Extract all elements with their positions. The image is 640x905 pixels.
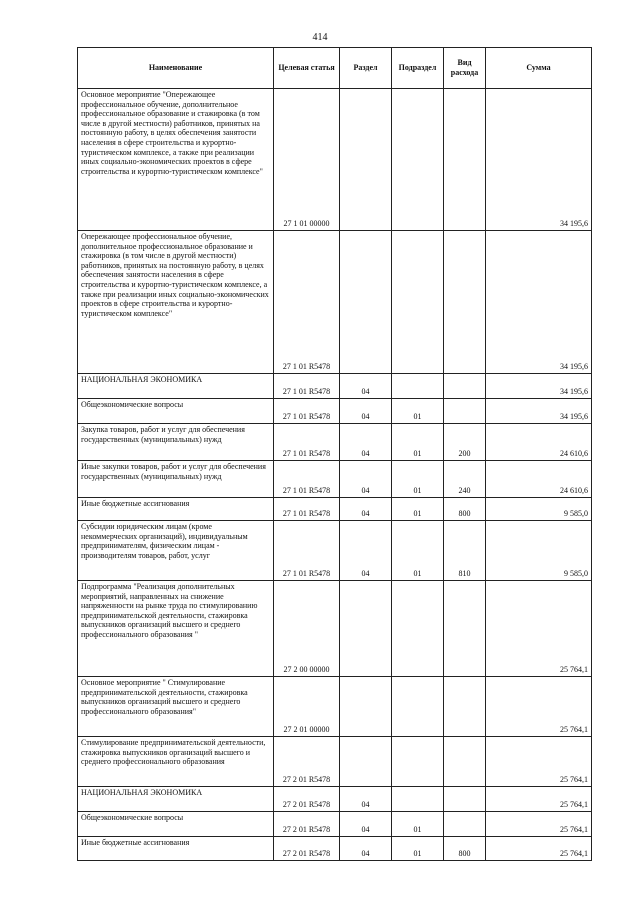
table-row	[78, 461, 592, 498]
row-name: Закупка товаров, работ и услуг для обеспечения государственных (муниципальных) нужд	[78, 424, 274, 461]
row-section: 04	[340, 461, 392, 498]
row-name: Подпрограмма "Реализация дополнительных мероприятий, направленных на снижение напряженности на рынке труда по стимулированию предпринимательской деятельности, стажировка выпускников организаций высшего и среднего профессионального образования "	[78, 581, 274, 677]
row-amount: 25 764,1	[486, 737, 592, 787]
table-row	[78, 498, 592, 521]
row-section	[340, 581, 392, 677]
row-target: 27 1 01 R5478	[274, 461, 340, 498]
row-expense-type	[444, 787, 486, 812]
table-row	[78, 837, 592, 861]
row-expense-type: 240	[444, 461, 486, 498]
header-target: Целевая статья	[274, 48, 340, 89]
row-subsection	[392, 374, 444, 399]
row-amount: 25 764,1	[486, 677, 592, 737]
row-target: 27 2 00 00000	[274, 581, 340, 677]
budget-table	[77, 47, 592, 861]
row-expense-type	[444, 581, 486, 677]
row-subsection: 01	[392, 812, 444, 837]
table-row	[78, 231, 592, 374]
row-subsection: 01	[392, 424, 444, 461]
row-amount: 9 585,0	[486, 498, 592, 521]
row-section: 04	[340, 374, 392, 399]
row-expense-type	[444, 89, 486, 231]
row-name: Основное мероприятие "Опережающее профессиональное обучение, дополнительное профессиональное образование и стажировка (в том числе в другой местности) работников, принятых на постоянную работу, в целях обеспечения занятости населения в сфере строительства и курортно-туристическом комплексе, а также при реализации иных социально-экономических проектов в сфере строительства и курортно-туристическом комплексе"	[78, 89, 274, 231]
row-amount: 25 764,1	[486, 837, 592, 861]
row-section: 04	[340, 399, 392, 424]
header-subsection: Подраздел	[392, 48, 444, 89]
row-target: 27 1 01 00000	[274, 89, 340, 231]
row-name: НАЦИОНАЛЬНАЯ ЭКОНОМИКА	[78, 787, 274, 812]
row-subsection	[392, 89, 444, 231]
row-name: Субсидии юридическим лицам (кроме некоммерческих организаций), индивидуальным предпринимателям, физическим лицам - производителям товаров, работ, услуг	[78, 521, 274, 581]
row-target: 27 1 01 R5478	[274, 498, 340, 521]
row-name: НАЦИОНАЛЬНАЯ ЭКОНОМИКА	[78, 374, 274, 399]
row-amount: 25 764,1	[486, 812, 592, 837]
row-subsection: 01	[392, 399, 444, 424]
table-body	[78, 89, 592, 861]
row-expense-type	[444, 812, 486, 837]
row-subsection	[392, 677, 444, 737]
row-name: Иные закупки товаров, работ и услуг для обеспечения государственных (муниципальных) нужд	[78, 461, 274, 498]
row-section	[340, 231, 392, 374]
row-section	[340, 89, 392, 231]
row-expense-type: 810	[444, 521, 486, 581]
table-header-row	[78, 48, 592, 89]
table-row	[78, 89, 592, 231]
row-target: 27 2 01 R5478	[274, 837, 340, 861]
row-amount: 24 610,6	[486, 424, 592, 461]
row-amount: 34 195,6	[486, 89, 592, 231]
row-section: 04	[340, 498, 392, 521]
row-section: 04	[340, 521, 392, 581]
row-target: 27 2 01 R5478	[274, 787, 340, 812]
row-target: 27 2 01 00000	[274, 677, 340, 737]
row-amount: 24 610,6	[486, 461, 592, 498]
table-row	[78, 812, 592, 837]
row-target: 27 1 01 R5478	[274, 231, 340, 374]
row-target: 27 2 01 R5478	[274, 737, 340, 787]
row-expense-type	[444, 737, 486, 787]
row-section: 04	[340, 837, 392, 861]
page-number: 414	[312, 32, 328, 43]
row-target: 27 1 01 R5478	[274, 521, 340, 581]
row-target: 27 1 01 R5478	[274, 374, 340, 399]
table-row	[78, 737, 592, 787]
header-name: Наименование	[78, 48, 274, 89]
row-subsection: 01	[392, 837, 444, 861]
row-subsection: 01	[392, 498, 444, 521]
row-name: Основное мероприятие " Стимулирование предпринимательской деятельности, стажировка выпускников организаций высшего и среднего профессионального образования"	[78, 677, 274, 737]
row-target: 27 2 01 R5478	[274, 812, 340, 837]
row-amount: 34 195,6	[486, 399, 592, 424]
row-subsection	[392, 787, 444, 812]
row-expense-type: 800	[444, 498, 486, 521]
header-expense-type: Вид расхода	[444, 48, 486, 89]
row-amount: 34 195,6	[486, 374, 592, 399]
row-section: 04	[340, 424, 392, 461]
row-target: 27 1 01 R5478	[274, 399, 340, 424]
table-row	[78, 399, 592, 424]
row-amount: 25 764,1	[486, 581, 592, 677]
row-name: Стимулирование предпринимательской деятельности, стажировка выпускников организаций высшего и среднего профессионального образования	[78, 737, 274, 787]
row-target: 27 1 01 R5478	[274, 424, 340, 461]
row-subsection: 01	[392, 521, 444, 581]
table-row	[78, 374, 592, 399]
row-subsection	[392, 231, 444, 374]
table-row	[78, 581, 592, 677]
row-amount: 34 195,6	[486, 231, 592, 374]
row-expense-type	[444, 374, 486, 399]
row-section: 04	[340, 787, 392, 812]
row-name: Общеэкономические вопросы	[78, 812, 274, 837]
table-row	[78, 424, 592, 461]
row-section	[340, 677, 392, 737]
header-section: Раздел	[340, 48, 392, 89]
row-expense-type	[444, 231, 486, 374]
row-expense-type: 200	[444, 424, 486, 461]
row-subsection	[392, 737, 444, 787]
row-section	[340, 737, 392, 787]
row-amount: 9 585,0	[486, 521, 592, 581]
row-name: Опережающее профессиональное обучение, дополнительное профессиональное образование и стажировка (в том числе в другой местности) работников, принятых на постоянную работу, в целях обеспечения занятости населения в сфере строительства и курортно-туристическом комплексе, а также при реализации иных социально-экономических проектов в сфере строительства и курортно-туристическом комплексе"	[78, 231, 274, 374]
row-expense-type	[444, 677, 486, 737]
row-section: 04	[340, 812, 392, 837]
table-row	[78, 521, 592, 581]
row-name: Общеэкономические вопросы	[78, 399, 274, 424]
table-row	[78, 677, 592, 737]
header-amount: Сумма	[486, 48, 592, 89]
row-name: Иные бюджетные ассигнования	[78, 498, 274, 521]
row-subsection: 01	[392, 461, 444, 498]
table-row	[78, 787, 592, 812]
row-expense-type: 800	[444, 837, 486, 861]
row-subsection	[392, 581, 444, 677]
row-expense-type	[444, 399, 486, 424]
row-amount: 25 764,1	[486, 787, 592, 812]
row-name: Иные бюджетные ассигнования	[78, 837, 274, 861]
